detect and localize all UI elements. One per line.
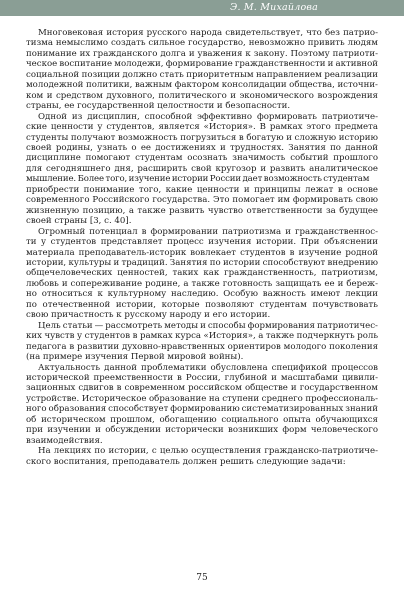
page-number: 75 <box>196 573 208 583</box>
text-line: истории, культуры и традиций. Занятия по истории способствуют внедрению <box>26 257 378 268</box>
text-line: педагога в развитии духовно-нравственных ориентиров молодого поколения <box>26 341 378 352</box>
text-line: взаимодействия. <box>26 435 103 446</box>
text-line: исторической преемственности в России, глубиной и масштабами цивили- <box>26 372 378 383</box>
paragraph <box>26 321 378 363</box>
text-line: социальной позиции должно стать приоритетным направлением реализации <box>26 69 378 80</box>
paragraph <box>26 446 378 467</box>
article-body <box>26 28 378 467</box>
text-line: зационных сдвигов в современном российском обществе и государственном <box>26 383 378 394</box>
text-line: понимание их гражданского долга и уважения к закону. Поэтому патриоти- <box>26 48 378 59</box>
text-line: (на примере изучения Первой мировой войны). <box>26 352 244 363</box>
text-line: но относиться к культурному наследию. Особую важность имеют лекции <box>26 289 378 300</box>
text-line: Актуальность данной проблематики обусловлена спецификой процессов <box>38 362 378 373</box>
text-line: жизненную позицию, а также развить чувство ответственности за будущее <box>26 205 378 216</box>
text-line: ком и средством духовного, политического и экономического возрождения <box>26 90 378 101</box>
text-line: ческое воспитание молодежи, формирование гражданственности и активной <box>26 59 378 70</box>
text-line: об историческом прошлом, обогащению социального опыта обучающихся <box>26 414 378 425</box>
text-line: по отечественной истории, которые позволяют студентам почувствовать <box>26 299 378 310</box>
text-line: современного Российского государства. Это помогает им формировать свою <box>26 195 378 206</box>
text-line: ти у студентов представляет процесс изучения истории. При объяснении <box>26 237 378 248</box>
text-line: при изучении и обсуждении исторически возникших форм человеческого <box>26 425 378 436</box>
text-line: страны, ее государственной целостности и безопасности. <box>26 101 291 112</box>
paragraph <box>26 112 378 227</box>
text-line: ского воспитания, преподаватель должен решить следующие задачи: <box>26 456 346 467</box>
text-line: для сегодняшнего дня, расширить свой кругозор и развить аналитическое <box>26 163 378 174</box>
text-line: общечеловеческих ценностей, таких как гражданственность, патриотизм, <box>26 268 378 279</box>
text-line: ские ценности у студентов, является «История». В рамках этого предмета <box>26 122 378 133</box>
text-line: студенты получают возможность погрузиться в богатую и сложную историю <box>26 132 378 143</box>
running-header-author: Э. М. Михайлова <box>229 2 318 13</box>
text-line: Одной из дисциплин, способной эффективно формировать патриотиче- <box>38 111 378 122</box>
text-line: молодежной политики, важным фактором консолидации общества, источни- <box>26 80 378 91</box>
paragraph <box>26 227 378 321</box>
text-line: приобрести понимание того, какие ценности и принципы лежат в основе <box>26 184 378 195</box>
text-line: мышление. Более того, изучение истории России дает возможность студентам <box>26 174 370 185</box>
text-line: тизма немыслимо создать сильное государство, невозможно привить людям <box>26 38 378 49</box>
running-header-bar <box>0 0 404 16</box>
text-line: Многовековая история русского народа свидетельствует, что без патрио- <box>38 28 378 38</box>
text-line: дисциплине помогают студентам осознать значимость событий прошлого <box>26 153 378 164</box>
text-line: материала преподаватель-историк вовлекает студентов в изучение родной <box>26 247 378 258</box>
text-line: На лекциях по истории, с целью осуществления гражданско-патриотиче- <box>38 446 378 457</box>
text-line: любовь и сопереживание родине, а также готовность защищать ее и береж- <box>26 278 378 289</box>
text-line: Огромный потенциал в формировании патриотизма и гражданственнос- <box>38 226 378 237</box>
text-line: ного образования способствует формированию систематизированных знаний <box>26 404 378 415</box>
paragraph <box>26 363 378 447</box>
text-line: свою причастность к русскому народу и его истории. <box>26 310 271 321</box>
text-line: своей родины, узнать о ее достижениях и трудностях. Занятия по данной <box>26 142 378 153</box>
text-line: ких чувств у студентов в рамках курса «История», а также подчеркнуть роль <box>26 331 378 342</box>
text-line: своей страны [3, с. 40]. <box>26 216 132 227</box>
text-line: устройстве. Историческое образование на ступени среднего профессиональ- <box>26 393 378 404</box>
paragraph <box>26 28 378 112</box>
text-line: Цель статьи — рассмотреть методы и способы формирования патриотичес- <box>38 320 378 331</box>
